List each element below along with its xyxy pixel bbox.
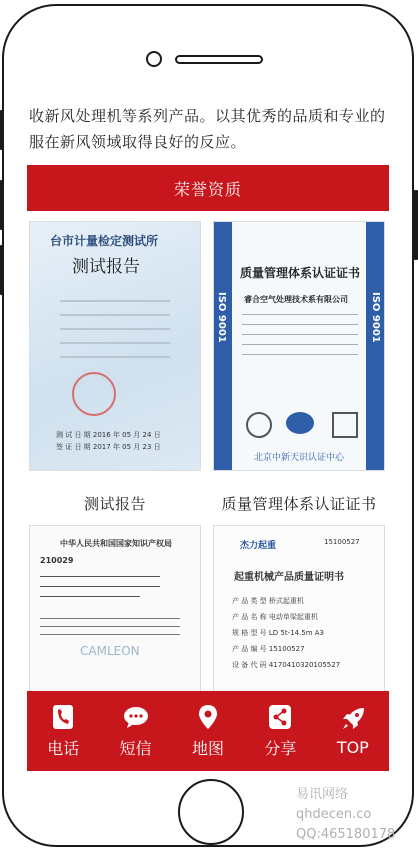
- cert-date-1: 测 试 日 期 2016 年 05 月 24 日: [56, 431, 161, 439]
- cert-number: 15100527: [324, 538, 360, 546]
- section-title-bar: [27, 165, 389, 211]
- bottom-nav: [27, 691, 389, 771]
- nav-map[interactable]: [172, 691, 244, 771]
- cert-row: 产 品 类 型 桥式起重机: [232, 597, 304, 605]
- watermark-line-1: 易讯网络: [296, 787, 349, 802]
- rocket-icon: [340, 706, 366, 732]
- cert-heading: 质量管理体系认证证书: [240, 266, 361, 280]
- mute-switch: [0, 110, 4, 150]
- cert-number: 210029: [40, 556, 74, 565]
- chat-icon: [123, 704, 149, 730]
- certificate-test-report[interactable]: [29, 221, 201, 471]
- nav-share-label: 分享: [264, 738, 297, 758]
- cert-heading: 测试报告: [72, 257, 140, 277]
- cert-date-2: 签 证 日 期 2017 年 05 月 23 日: [56, 443, 161, 451]
- accreditation-logo: [246, 412, 272, 438]
- caption-iso-cert: 质量管理体系认证证书: [221, 495, 377, 513]
- cert-heading: 起重机械产品质量证明书: [234, 572, 344, 583]
- watermark-line-2: qhdecen.co: [296, 807, 372, 822]
- intro-text: 收新风处理机等系列产品。以其优秀的品质和专业的服在新风领域取得良好的反应。: [29, 107, 386, 151]
- cert-row: 产 品 名 称 电动单梁起重机: [232, 613, 318, 621]
- nav-top-label: TOP: [336, 737, 369, 757]
- nav-map-label: 地图: [192, 738, 225, 758]
- nav-top[interactable]: [317, 691, 389, 771]
- cert-row: 规 格 型 号 LD 5t-14.5m A3: [232, 629, 325, 637]
- watermark-line-3: QQ:465180178: [296, 827, 396, 842]
- home-button[interactable]: [178, 779, 244, 845]
- iaf-logo: [286, 412, 314, 434]
- nav-phone[interactable]: [27, 691, 99, 771]
- cert-watermark-brand: CAMLEON: [80, 644, 140, 658]
- cert-row: 产 品 编 号 15100527: [232, 645, 305, 653]
- nav-share[interactable]: [244, 691, 316, 771]
- section-title: 荣誉资质: [173, 179, 242, 199]
- nav-sms[interactable]: [99, 691, 171, 771]
- volume-up-button: [0, 180, 4, 230]
- cert-row: 设 备 代 码 4170410320105527: [232, 661, 341, 669]
- iso-side-label-right: ISO 9001: [370, 292, 381, 343]
- nav-phone-label: 电话: [47, 738, 80, 758]
- cert-body-logo: [332, 412, 358, 438]
- volume-down-button: [0, 245, 4, 295]
- speaker-grille: [175, 55, 263, 64]
- iso-side-label-left: ISO 9001: [216, 292, 227, 343]
- front-camera: [146, 51, 162, 67]
- power-button: [414, 190, 418, 260]
- cert-header: 台市计量检定测试所: [50, 234, 159, 248]
- caption-test-report: 测试报告: [83, 495, 146, 513]
- cert-brand: 杰力起重: [240, 541, 277, 551]
- phone-icon: [52, 704, 74, 730]
- certificate-iso-9001[interactable]: [213, 221, 385, 471]
- cert-header: 中华人民共和国国家知识产权局: [60, 539, 172, 548]
- site-watermark: [296, 785, 395, 845]
- map-pin-icon: [198, 704, 218, 730]
- cert-footer: 北京中新天识认证中心: [254, 453, 345, 463]
- cert-company: 睿合空气处理技术系有限公司: [244, 295, 348, 304]
- red-seal-stamp: [72, 372, 116, 416]
- nav-sms-label: 短信: [119, 738, 152, 758]
- phone-screen: [27, 103, 389, 771]
- share-icon: [268, 704, 292, 730]
